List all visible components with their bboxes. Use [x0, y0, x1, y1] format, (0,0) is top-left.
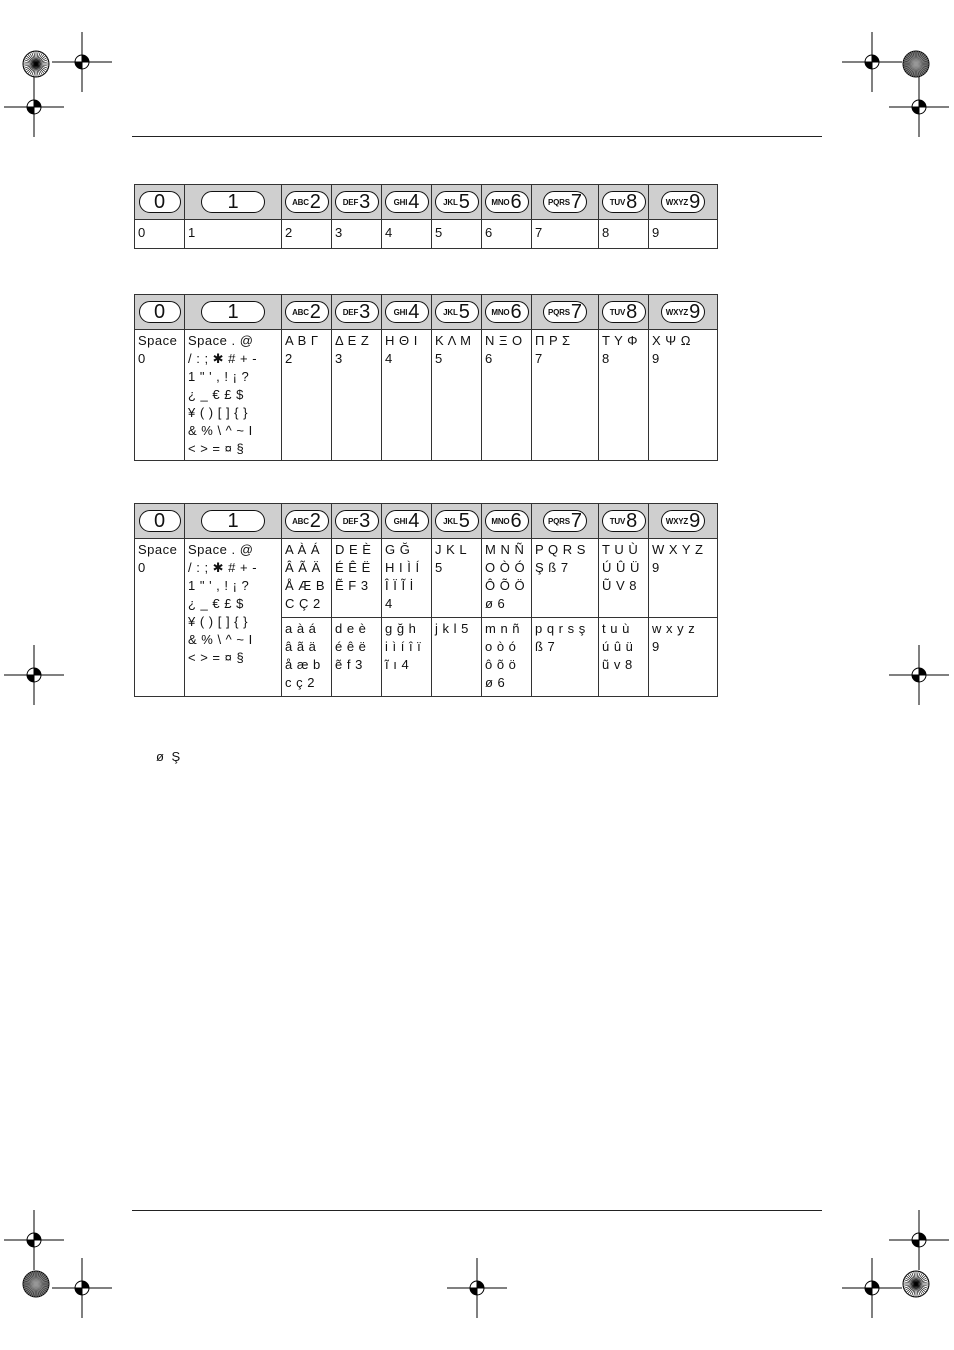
key-header-cell [599, 185, 649, 220]
greek-cell: Κ Λ Μ 5 [435, 333, 472, 366]
key-header-cell [482, 504, 532, 539]
key-digit: 8 [626, 510, 638, 532]
key-digit: 7 [570, 301, 582, 323]
key-header-cell [185, 185, 282, 220]
greek-cell: Δ Ε Ζ 3 [335, 333, 370, 366]
registration-sunburst-icon [902, 50, 930, 78]
header-rule [132, 136, 822, 137]
key-header-cell [432, 504, 482, 539]
key-digit: 0 [153, 191, 166, 213]
key-letters: WXYZ [665, 197, 689, 207]
crosshair-icon [52, 1258, 112, 1318]
key-header-row [135, 504, 718, 539]
key-header-cell [332, 295, 382, 330]
key-letters: DEF [342, 197, 359, 207]
key-header-cell [282, 504, 332, 539]
key-header-cell [185, 504, 282, 539]
key-digit: 7 [570, 510, 582, 532]
uppercase-cell: J K L 5 [435, 542, 468, 575]
key-header-cell [135, 504, 185, 539]
key-header-cell [432, 185, 482, 220]
key-letters: MNO [491, 516, 510, 526]
key-letters: TUV [609, 516, 626, 526]
key-3-icon [335, 191, 379, 213]
lowercase-cell: m n ñ o ò ó ô õ ö ø 6 [485, 621, 521, 690]
crosshair-icon [889, 645, 949, 705]
key-3-icon [335, 510, 379, 532]
key-letters: TUV [609, 307, 626, 317]
key-4-icon [385, 301, 429, 323]
key-digit: 6 [510, 510, 522, 532]
key-header-cell [599, 295, 649, 330]
key-letters: ABC [292, 197, 309, 207]
crosshair-icon [889, 77, 949, 137]
key-header-cell [532, 504, 599, 539]
key-header-cell [532, 295, 599, 330]
key-letters: WXYZ [665, 307, 689, 317]
key-9-icon [661, 510, 705, 532]
key-digit: 0 [153, 510, 166, 532]
key-7-icon [543, 191, 587, 213]
key-digit: 6 [510, 191, 522, 213]
key-digit: 2 [309, 191, 321, 213]
key-0-icon [139, 510, 181, 532]
key-letters: MNO [491, 307, 510, 317]
greek-cell: Τ Υ Φ 8 [602, 333, 639, 366]
key-header-row [135, 185, 718, 220]
key-letters: JKL [443, 197, 458, 207]
numeric-cell: 4 [385, 225, 393, 240]
extended-character-table [134, 503, 718, 697]
greek-character-table [134, 294, 718, 461]
uppercase-cell: P Q R S Ş ß 7 [535, 542, 586, 575]
space-cell: Space 0 [138, 542, 178, 575]
key-digit: 3 [359, 510, 371, 532]
key-letters: PQRS [548, 197, 570, 207]
key-1-icon [201, 301, 265, 323]
key-digit: 6 [510, 301, 522, 323]
key-header-cell [599, 504, 649, 539]
key-header-cell [135, 185, 185, 220]
key-digit: 9 [689, 301, 701, 323]
key-header-cell [135, 295, 185, 330]
table-row [135, 330, 718, 461]
key-digit: 9 [689, 510, 701, 532]
key-9-icon [661, 191, 705, 213]
numeric-cell: 3 [335, 225, 343, 240]
key-digit: 4 [408, 191, 420, 213]
numeric-cell: 5 [435, 225, 443, 240]
uppercase-cell: D E È É Ê Ë Ẽ F 3 [335, 542, 372, 593]
key-1-icon [201, 510, 265, 532]
key-5-icon [435, 191, 479, 213]
key-2-icon [285, 191, 329, 213]
key-6-icon [485, 301, 529, 323]
key-6-icon [485, 191, 529, 213]
crosshair-icon [447, 1258, 507, 1318]
lowercase-cell: p q r s ş ß 7 [535, 621, 586, 654]
key-header-cell [332, 185, 382, 220]
key-4-icon [385, 191, 429, 213]
numeric-character-table [134, 184, 718, 249]
key-header-cell [382, 295, 432, 330]
key-digit: 3 [359, 301, 371, 323]
key-digit: 2 [309, 301, 321, 323]
key-digit: 7 [570, 191, 582, 213]
key-8-icon [602, 301, 646, 323]
key-5-icon [435, 510, 479, 532]
table-row [135, 539, 718, 618]
key-header-cell [482, 295, 532, 330]
uppercase-cell: M N Ñ O Ò Ó Ô Õ Ö ø 6 [485, 542, 526, 611]
key-digit: 1 [227, 510, 239, 532]
table-row [135, 220, 718, 249]
key-1-icon [201, 191, 265, 213]
crosshair-icon [4, 77, 64, 137]
registration-sunburst-icon [22, 1270, 50, 1298]
key-digit: 8 [626, 301, 638, 323]
key-letters: DEF [342, 307, 359, 317]
lowercase-cell: t u ù ú û ü ũ v 8 [602, 621, 634, 672]
key-header-cell [649, 295, 718, 330]
key-header-cell [282, 185, 332, 220]
key-letters: ABC [292, 516, 309, 526]
character-note: ø Ş [156, 749, 183, 764]
greek-cell: Space 0 [138, 333, 178, 366]
key-digit: 1 [227, 301, 239, 323]
numeric-cell: 0 [138, 225, 146, 240]
uppercase-cell: G Ğ H I Ì Í Î Ï Ĩ İ 4 [385, 542, 420, 611]
key-2-icon [285, 510, 329, 532]
key-7-icon [543, 301, 587, 323]
key-digit: 4 [408, 301, 420, 323]
greek-cell: Α Β Γ 2 [285, 333, 319, 366]
numeric-cell: 1 [188, 225, 196, 240]
key-header-cell [649, 504, 718, 539]
registration-sunburst-icon [902, 1270, 930, 1298]
key-header-cell [432, 295, 482, 330]
key-8-icon [602, 191, 646, 213]
registration-sunburst-icon [22, 50, 50, 78]
key-8-icon [602, 510, 646, 532]
symbol-cell: Space . @ / : ; ✱ # + - 1 " ' , ! ¡ ? ¿ _ € £ $ ¥ ( ) [ ] { } & % \ ^ ~ I < > = ¤ § [188, 333, 258, 456]
lowercase-cell: d e è é ê ë ẽ f 3 [335, 621, 367, 672]
key-header-cell [282, 295, 332, 330]
key-0-icon [139, 191, 181, 213]
key-header-cell [482, 185, 532, 220]
greek-cell: Π Ρ Σ 7 [535, 333, 571, 366]
key-letters: DEF [342, 516, 359, 526]
key-2-icon [285, 301, 329, 323]
key-letters: GHI [393, 197, 408, 207]
footer-rule [132, 1210, 822, 1211]
key-letters: PQRS [548, 516, 570, 526]
key-letters: PQRS [548, 307, 570, 317]
key-digit: 5 [458, 301, 470, 323]
lowercase-cell: w x y z 9 [652, 621, 696, 654]
key-letters: JKL [443, 516, 458, 526]
key-3-icon [335, 301, 379, 323]
greek-cell: Η Θ Ι 4 [385, 333, 418, 366]
greek-cell: Χ Ψ Ω 9 [652, 333, 691, 366]
key-6-icon [485, 510, 529, 532]
key-header-cell [185, 295, 282, 330]
numeric-cell: 8 [602, 225, 610, 240]
lowercase-cell: a à á â ã ä å æ b c ç 2 [285, 621, 321, 690]
key-digit: 8 [626, 191, 638, 213]
key-digit: 9 [689, 191, 701, 213]
key-letters: GHI [393, 516, 408, 526]
crosshair-icon [842, 1258, 902, 1318]
greek-cell: Ν Ξ Ο 6 [485, 333, 523, 366]
numeric-cell: 7 [535, 225, 543, 240]
key-letters: JKL [443, 307, 458, 317]
key-header-cell [382, 185, 432, 220]
key-header-cell [532, 185, 599, 220]
uppercase-cell: T U Ù Ú Û Ü Ũ V 8 [602, 542, 640, 593]
key-9-icon [661, 301, 705, 323]
key-digit: 2 [309, 510, 321, 532]
key-digit: 1 [227, 191, 239, 213]
numeric-cell: 9 [652, 225, 660, 240]
key-digit: 4 [408, 510, 420, 532]
key-letters: ABC [292, 307, 309, 317]
key-digit: 0 [153, 301, 166, 323]
key-header-row [135, 295, 718, 330]
symbol-cell: Space . @ / : ; ✱ # + - 1 " ' , ! ¡ ? ¿ _ € £ $ ¥ ( ) [ ] { } & % \ ^ ~ I < > = ¤ § [188, 542, 258, 665]
key-header-cell [649, 185, 718, 220]
key-7-icon [543, 510, 587, 532]
lowercase-cell: j k l 5 [435, 621, 469, 636]
key-4-icon [385, 510, 429, 532]
key-digit: 3 [359, 191, 371, 213]
uppercase-cell: A À Á Â Ã Ä Å Æ B C Ç 2 [285, 542, 326, 611]
key-letters: MNO [491, 197, 510, 207]
numeric-cell: 6 [485, 225, 493, 240]
key-header-cell [332, 504, 382, 539]
key-header-cell [382, 504, 432, 539]
key-5-icon [435, 301, 479, 323]
numeric-cell: 2 [285, 225, 293, 240]
key-letters: TUV [609, 197, 626, 207]
uppercase-cell: W X Y Z 9 [652, 542, 704, 575]
key-0-icon [139, 301, 181, 323]
lowercase-cell: g ğ h i ì í î ï ĩ ı 4 [385, 621, 422, 672]
key-digit: 5 [458, 191, 470, 213]
key-letters: GHI [393, 307, 408, 317]
crosshair-icon [4, 645, 64, 705]
key-letters: WXYZ [665, 516, 689, 526]
key-digit: 5 [458, 510, 470, 532]
